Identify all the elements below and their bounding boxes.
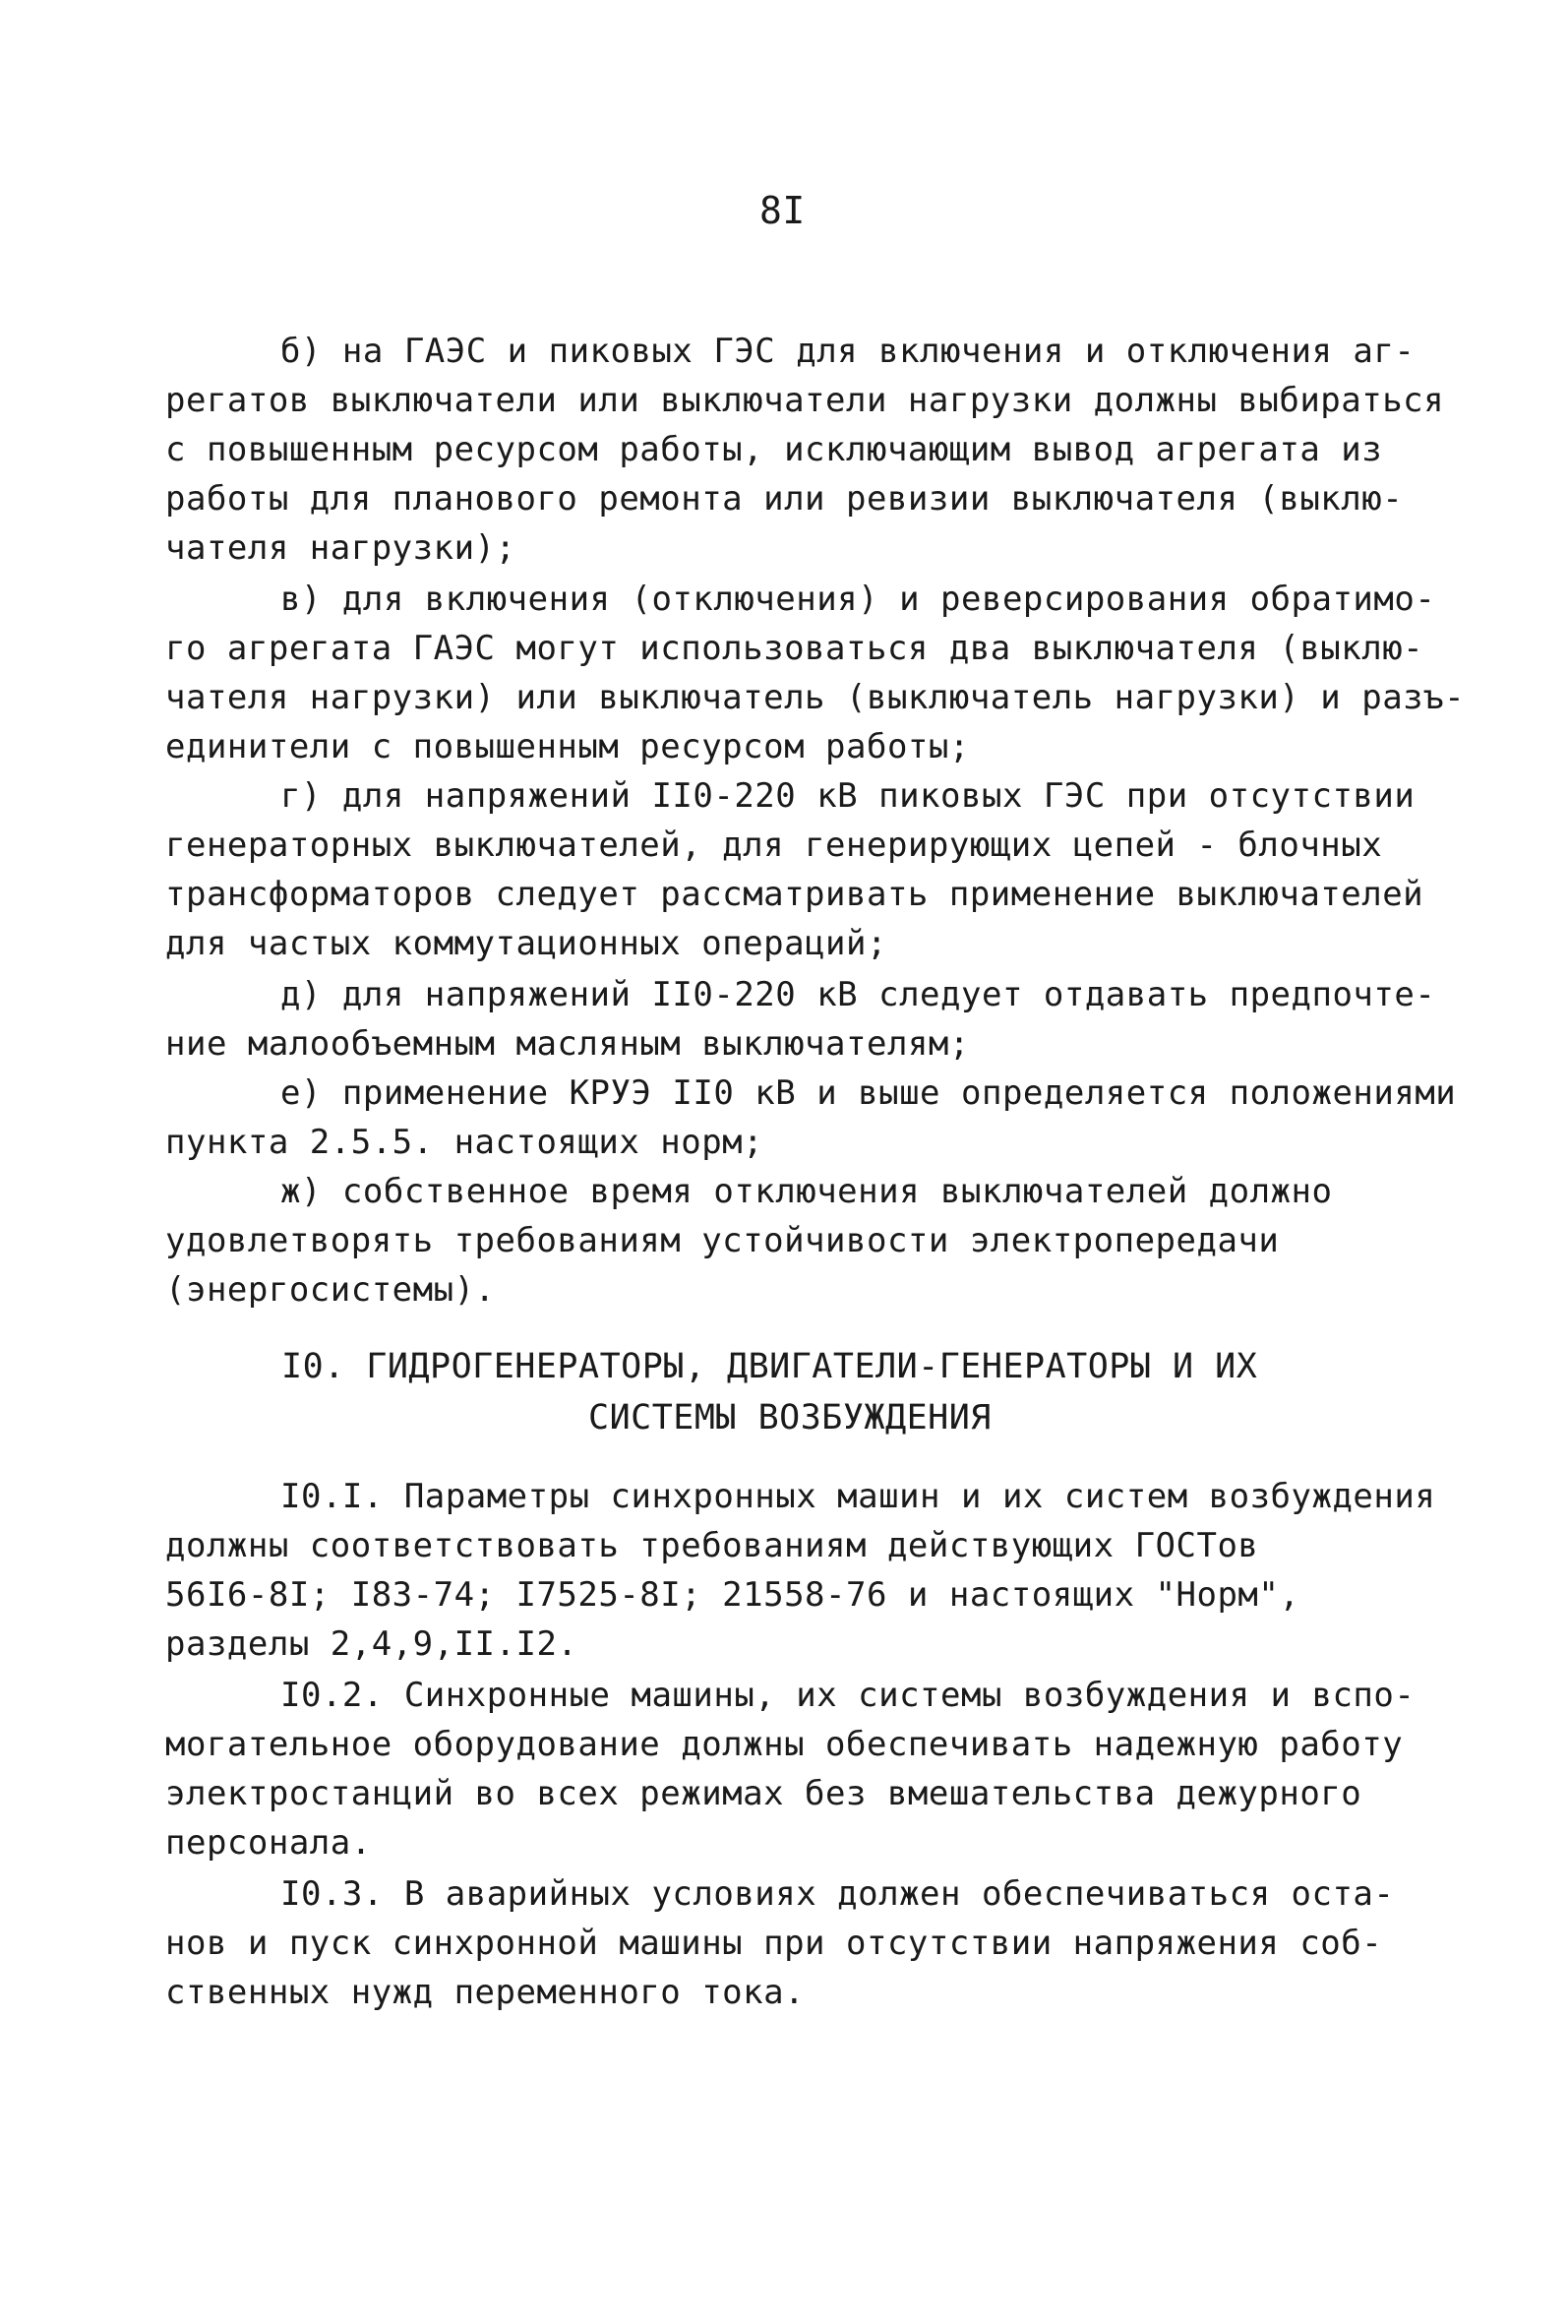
text-line: I0.2. Синхронные машины, их системы возбуждения и вспо- <box>280 1676 1416 1715</box>
text-line: чателя нагрузки) или выключатель (выключатель нагрузки) и разъ- <box>165 678 1466 717</box>
text-line: персонала. <box>165 1823 372 1863</box>
text-line: (энергосистемы). <box>165 1270 496 1310</box>
text-line: единители с повышенным ресурсом работы; <box>165 727 970 766</box>
text-line: б) на ГАЭС и пиковых ГЭС для включения и отключения аг- <box>280 332 1416 371</box>
section-heading-line-2: СИСТЕМЫ ВОЗБУЖДЕНИЯ <box>588 1398 992 1437</box>
text-line: го агрегата ГАЭС могут использоваться два выключателя (выклю- <box>165 629 1424 668</box>
text-line: г) для напряжений II0-220 кВ пиковых ГЭС при отсутствии <box>280 776 1416 816</box>
text-line: удовлетворять требованиям устойчивости электропередачи <box>165 1221 1280 1260</box>
text-line: 56I6-8I; I83-74; I7525-8I; 21558-76 и настоящих "Норм", <box>165 1575 1300 1615</box>
text-line: чателя нагрузки); <box>165 528 516 568</box>
text-line: разделы 2,4,9,II.I2. <box>165 1624 578 1664</box>
page-number: 8I <box>759 189 806 232</box>
text-line: могательное оборудование должны обеспечивать надежную работу <box>165 1725 1404 1764</box>
text-line: регатов выключатели или выключатели нагрузки должны выбираться <box>165 381 1445 420</box>
text-line: в) для включения (отключения) и реверсирования обратимо- <box>280 580 1436 619</box>
text-line: электростанций во всех режимах без вмешательства дежурного <box>165 1774 1362 1813</box>
text-line: е) применение КРУЭ II0 кВ и выше определяется положениями <box>280 1073 1457 1113</box>
text-line: ственных нужд переменного тока. <box>165 1973 806 2012</box>
text-line: ж) собственное время отключения выключателей должно <box>280 1172 1333 1211</box>
text-line: для частых коммутационных операций; <box>165 924 887 963</box>
section-heading-line-1: I0. ГИДРОГЕНЕРАТОРЫ, ДВИГАТЕЛИ-ГЕНЕРАТОРЫ И ИХ <box>281 1347 1258 1386</box>
text-line: работы для планового ремонта или ревизии выключателя (выклю- <box>165 479 1404 519</box>
text-line: д) для напряжений II0-220 кВ следует отдавать предпочте- <box>280 975 1436 1014</box>
text-line: I0.3. В аварийных условиях должен обеспечиваться оста- <box>280 1874 1395 1914</box>
text-line: нов и пуск синхронной машины при отсутствии напряжения соб- <box>165 1924 1383 1963</box>
text-line: трансформаторов следует рассматривать применение выключателей <box>165 875 1424 914</box>
text-line: ние малообъемным масляным выключателям; <box>165 1024 970 1064</box>
text-line: пункта 2.5.5. настоящих норм; <box>165 1123 764 1162</box>
text-line: с повышенным ресурсом работы, исключающим вывод агрегата из <box>165 430 1383 469</box>
text-line: генераторных выключателей, для генерирующих цепей - блочных <box>165 826 1383 865</box>
text-line: должны соответствовать требованиям действующих ГОСТов <box>165 1526 1259 1565</box>
text-line: I0.I. Параметры синхронных машин и их систем возбуждения <box>280 1477 1436 1516</box>
